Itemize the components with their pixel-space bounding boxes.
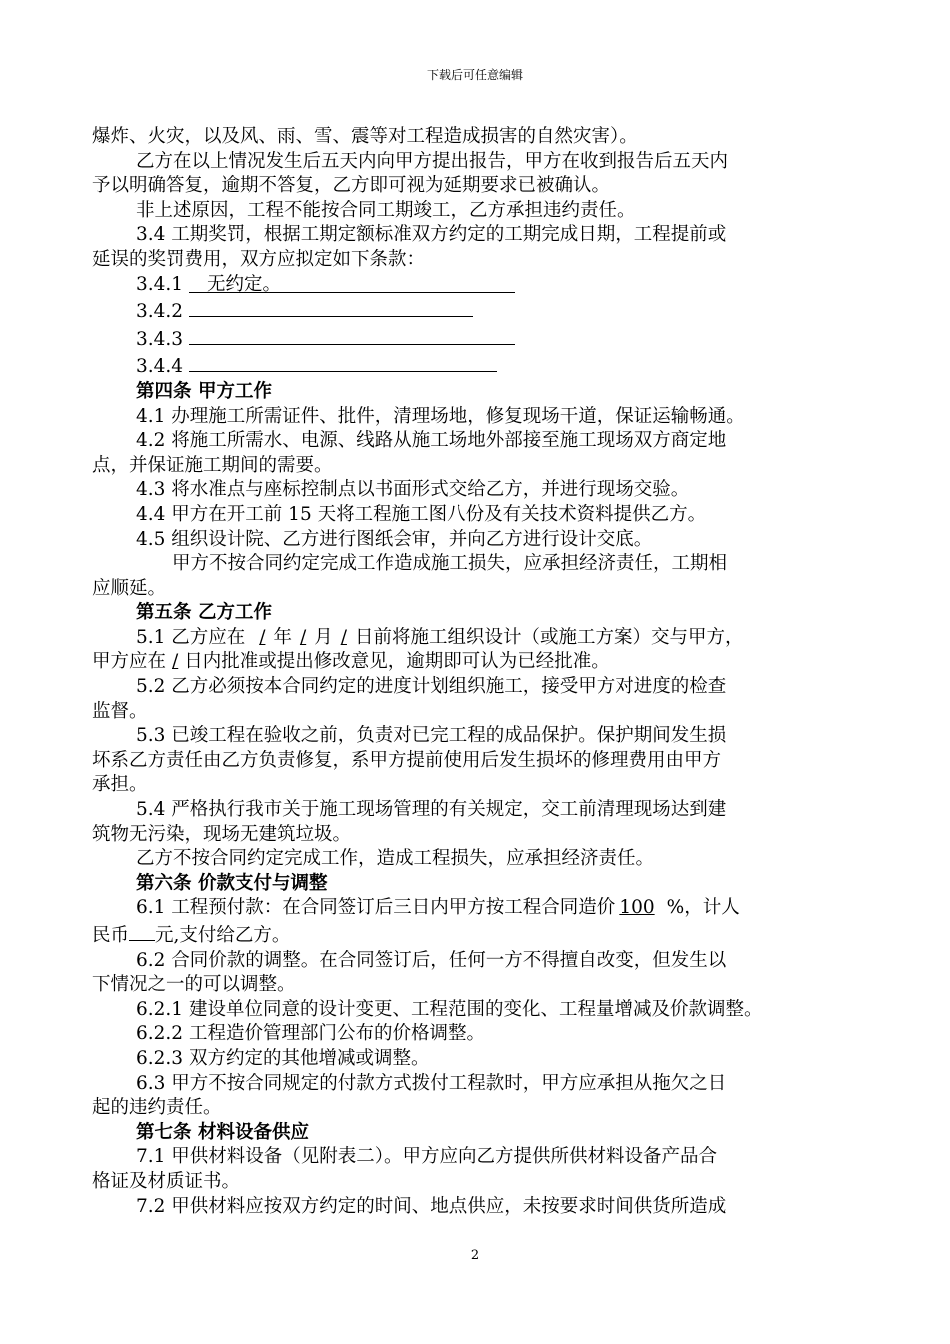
- blank-field: [189, 352, 497, 372]
- text-line: 6.2.2 工程造价管理部门公布的价格调整。: [136, 1023, 485, 1045]
- text-segment: 5.1 乙方应在: [136, 626, 246, 648]
- text-line: 坏系乙方责任由乙方负责修复，系甲方提前使用后发生损坏的修理费用由甲方: [92, 749, 722, 771]
- blank-field: [189, 273, 515, 293]
- clause-3-4-4: [92, 352, 860, 380]
- text-line: 7.2 甲供材料应按双方约定的时间、地点供应，未按要求时间供货所造成: [136, 1195, 727, 1217]
- text-line: 乙方不按合同约定完成工作，造成工程损失，应承担经济责任。: [136, 848, 655, 870]
- text-line: 4.1 办理施工所需证件、批件，清理场地，修复现场干道，保证运输畅通。: [136, 405, 745, 427]
- text-line: 3.4 工期奖罚，根据工期定额标准双方约定的工期完成日期，工程提前或: [136, 224, 727, 246]
- page-header: 下载后可任意编辑: [426, 68, 523, 82]
- text-line: 乙方在以上情况发生后五天内向甲方提出报告，甲方在收到报告后五天内: [136, 150, 729, 172]
- clause-3-4-2: [92, 297, 860, 325]
- section-heading: 第七条 材料设备供应: [136, 1121, 309, 1143]
- clause-label: 3.4.1: [136, 273, 184, 295]
- text-line: 4.2 将施工所需水、电源、线路从施工场地外部接至施工现场双方商定地: [136, 430, 727, 452]
- text-line: 非上述原因，工程不能按合同工期竣工，乙方承担违约责任。: [136, 199, 636, 221]
- blank-field: [129, 921, 155, 941]
- text-segment: 元,支付给乙方。: [155, 925, 291, 946]
- clause-3-4-3: [92, 325, 860, 353]
- section-heading: 第四条 甲方工作: [136, 380, 272, 402]
- text-line: 5.2 乙方必须按本合同约定的进度计划组织施工，接受甲方对进度的检查: [136, 676, 727, 698]
- blank-field-value: /: [259, 626, 266, 648]
- section-heading: 第五条 乙方工作: [136, 602, 272, 624]
- clause-label: 3.4.3: [136, 328, 184, 350]
- text-line: 格证及材质证书。: [92, 1170, 241, 1192]
- text-line: 爆炸、火灾，以及风、雨、雪、震等对工程造成损害的自然灾害）。: [92, 126, 638, 147]
- text-line: 6.3 甲方不按合同规定的付款方式拨付工程款时，甲方应承担从拖欠之日: [136, 1072, 727, 1094]
- text-line: 予以明确答复，逾期不答复，乙方即可视为延期要求已被确认。: [92, 175, 611, 197]
- clause-5-1-line: [92, 650, 860, 675]
- section-heading: 第六条 价款支付与调整: [136, 872, 328, 894]
- blank-field-value: /: [340, 626, 347, 648]
- blank-field-value: /: [172, 651, 179, 673]
- text-line: 5.4 严格执行我市关于施工现场管理的有关规定，交工前清理现场达到建: [136, 799, 727, 821]
- text-line: 延误的奖罚费用，双方应拟定如下条款：: [92, 248, 426, 270]
- blank-field: [189, 297, 473, 317]
- clause-5-1-line: [92, 626, 860, 651]
- blank-field: [189, 325, 515, 345]
- text-segment: 民币: [92, 925, 130, 946]
- text-line: 6.2.1 建设单位同意的设计变更、工程范围的变化、工程量增减及价款调整。: [136, 998, 763, 1020]
- text-segment: 日内批准或提出修改意见，逾期即可认为已经批准。: [184, 651, 610, 673]
- text-line: 4.5 组织设计院、乙方进行图纸会审，并向乙方进行设计交底。: [136, 528, 653, 550]
- text-segment: %，计人: [666, 897, 740, 919]
- clause-3-4-1: [92, 273, 860, 298]
- text-segment: 日前将施工组织设计（或施工方案）交与甲方，: [354, 626, 744, 648]
- text-line: 4.3 将水准点与座标控制点以书面形式交给乙方，并进行现场交验。: [136, 479, 690, 501]
- clause-label: 3.4.4: [136, 356, 184, 378]
- text-line: 4.4 甲方在开工前 15 天将工程施工图八份及有关技术资料提供乙方。: [136, 503, 707, 525]
- clause-label: 3.4.2: [136, 301, 184, 323]
- text-line: 甲方不按合同约定完成工作造成施工损失，应承担经济责任，工期相: [172, 553, 728, 575]
- blank-field-value: /: [299, 626, 307, 648]
- text-line: 点，并保证施工期间的需要。: [92, 454, 333, 476]
- text-line: 6.2.3 双方约定的其他增减或调整。: [136, 1047, 430, 1069]
- blank-field-value: 100: [619, 897, 655, 919]
- text-line: 筑物无污染，现场无建筑垃圾。: [92, 823, 352, 845]
- document-body: [92, 125, 860, 1219]
- text-line: 5.3 已竣工程在验收之前，负责对已完工程的成品保护。保护期间发生损: [136, 725, 727, 747]
- text-segment: 年: [273, 626, 292, 648]
- text-line: 承担。: [92, 774, 148, 796]
- text-line: 应顺延。: [92, 577, 167, 599]
- text-line: 7.1 甲供材料设备（见附表二）。甲方应向乙方提供所供材料设备产品合: [136, 1146, 718, 1168]
- text-line: 下情况之一的可以调整。: [92, 974, 296, 996]
- text-line: 起的违约责任。: [92, 1097, 222, 1119]
- text-line: 6.2 合同价款的调整。在合同签订后，任何一方不得擅自改变，但发生以: [136, 949, 727, 971]
- text-segment: 甲方应在: [92, 651, 167, 673]
- text-segment: 月: [314, 626, 333, 648]
- clause-6-1-line: [92, 896, 860, 921]
- text-segment: 6.1 工程预付款：在合同签订后三日内甲方按工程合同造价: [136, 897, 616, 919]
- text-line: 监督。: [92, 700, 148, 722]
- blank-field-value: 无约定。: [206, 273, 281, 295]
- page-number: 2: [470, 1248, 480, 1263]
- clause-6-1-line: [92, 921, 860, 949]
